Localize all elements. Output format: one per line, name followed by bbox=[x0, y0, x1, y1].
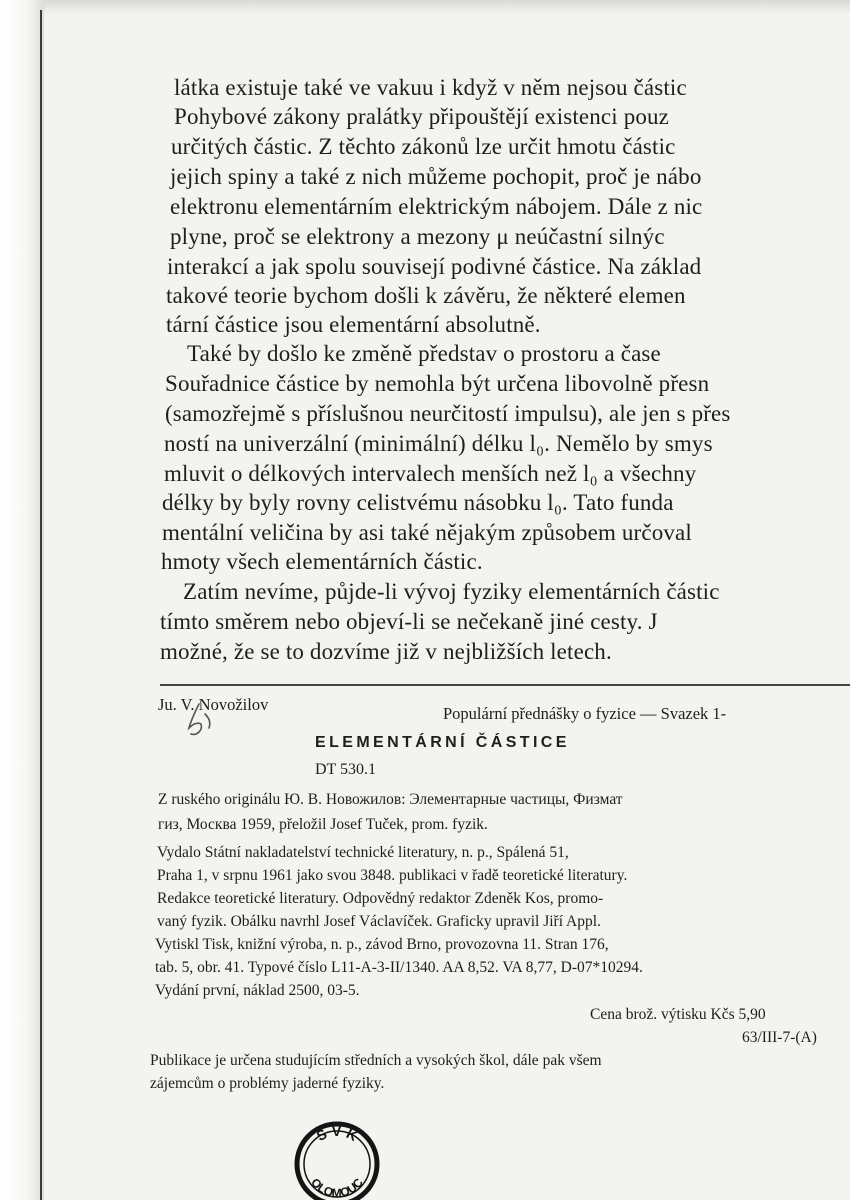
body-line: Zatím nevíme, půjde-li vývoj fyziky elementárních částic bbox=[183, 579, 720, 604]
body-line: plyne, proč se elektrony a mezony μ neúčastní silnýc bbox=[170, 224, 665, 249]
svg-text:S V K: S V K bbox=[313, 1122, 361, 1145]
body-line: takové teorie bychom došli k závěru, že některé elemen bbox=[166, 283, 686, 308]
imprint-price: Cena brož. výtisku Kčs 5,90 bbox=[590, 1006, 766, 1023]
body-line: interakcí a jak spolu souvisejí podivné částice. Na základ bbox=[167, 254, 702, 279]
body-line: ností na univerzální (minimální) délku l₀. Nemělo by smys bbox=[164, 431, 713, 456]
body-line: látka existuje také ve vakuu i když v něm nejsou částic bbox=[174, 75, 687, 100]
imprint-publisher-line: tab. 5, obr. 41. Typové číslo L11-A-3-II/1340. AA 8,52. VA 8,77, D-07*10294. bbox=[155, 959, 643, 976]
imprint-publisher-line: Praha 1, v srpnu 1961 jako svou 3848. publikaci v řadě teoretické literatury. bbox=[157, 867, 628, 884]
imprint-audience-line: Publikace je určena studujícím středních a vysokých škol, dále pak všem bbox=[150, 1052, 602, 1069]
imprint-publisher-line: Redakce teoretické literatury. Odpovědný redaktor Zdeněk Kos, promo- bbox=[157, 890, 604, 907]
imprint-author: Ju. V. Novožilov bbox=[158, 695, 269, 714]
body-line: mentální veličina by asi také nějakým způsobem určoval bbox=[162, 520, 692, 545]
separator-rule bbox=[160, 684, 850, 686]
imprint-code: 63/III-7-(A) bbox=[742, 1029, 817, 1046]
imprint-publisher-line: Vydalo Státní nakladatelství technické literatury, n. p., Spálená 51, bbox=[157, 844, 569, 861]
body-line: tímto směrem nebo objeví-li se nečekaně jiné cesty. J bbox=[160, 609, 658, 634]
body-line: Souřadnice částice by nemohla být určena libovolně přesn bbox=[165, 371, 710, 396]
body-line: určitých částic. Z těchto zákonů lze určit hmotu částic bbox=[171, 134, 676, 159]
body-line: mluvit o délkových intervalech menších než l₀ a všechny bbox=[164, 461, 697, 486]
body-line: jejich spiny a také z nich můžeme pochopit, proč je nábo bbox=[170, 164, 702, 189]
imprint-title: ELEMENTÁRNÍ ČÁSTICE bbox=[315, 734, 570, 751]
imprint-dt: DT 530.1 bbox=[315, 761, 377, 778]
imprint-original-line: гиз, Москва 1959, přeložil Josef Tuček, prom. fyzik. bbox=[158, 816, 488, 833]
body-line: Také by došlo ke změně představ o prostoru a čase bbox=[187, 341, 661, 366]
handwritten-mark bbox=[183, 700, 223, 740]
imprint-publisher-line: Vydání první, náklad 2500, 03-5. bbox=[155, 982, 360, 999]
body-line: délky by byly rovny celistvému násobku l₀. Tato funda bbox=[162, 490, 674, 515]
body-line: elektronu elementárním elektrickým nábojem. Dále z nic bbox=[170, 194, 703, 219]
imprint-audience-line: zájemcům o problémy jaderné fyziky. bbox=[150, 1075, 385, 1092]
imprint-series: Populární přednášky o fyzice — Svazek 1- bbox=[443, 704, 727, 723]
body-line: Pohybové zákony pralátky připouštějí existenci pouz bbox=[174, 104, 670, 129]
library-stamp bbox=[293, 1118, 381, 1200]
imprint-original-line: Z ruského originálu Ю. В. Новожилов: Элементарные частицы, Физмат bbox=[158, 791, 623, 808]
body-line: (samozřejmě s příslušnou neurčitostí impulsu), ale jen s přes bbox=[165, 401, 731, 426]
svg-text:OLOMOUC: OLOMOUC bbox=[308, 1175, 366, 1200]
imprint-publisher-line: vaný fyzik. Obálku navrhl Josef Václavíček. Graficky upravil Jiří Appl. bbox=[157, 913, 601, 930]
imprint-publisher-line: Vytiskl Tisk, knižní výroba, n. p., závod Brno, provozovna 11. Stran 176, bbox=[155, 936, 609, 953]
body-line: možné, že se to dozvíme již v nejbližších letech. bbox=[160, 639, 612, 664]
body-line: hmoty všech elementárních částic. bbox=[161, 549, 483, 574]
body-line: tární částice jsou elementární absolutně. bbox=[166, 312, 541, 337]
